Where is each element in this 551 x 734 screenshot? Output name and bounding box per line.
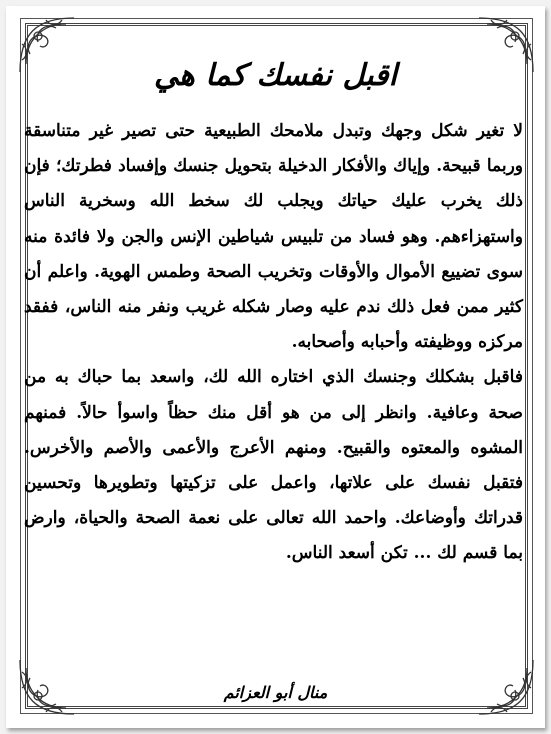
paragraph-2: فاقبل بشكلك وجنسك الذي اختاره الله لك، واسعد بما حباك به من صحة وعافية. وانظر إلى من هو أقل منك حظاً واسوأ حالاً. فمنهم المشوه والمعتوه والقبيح. ومنهم الأعرج والأعمى والأصم والأخرس. فتقبل نفسك على علاتها، واعمل على تزكيتها وتطويرها وتحسين قدراتك وأوضاعك. واحمد الله تعالى على نعمة الصحة والحياة، وارض بما قسم لك ... تكن أسعد الناس. — [24, 367, 523, 564]
author-signature: منال أبو العزائم — [223, 683, 328, 702]
paragraph-1: لا تغير شكل وجهك وتبدل ملامحك الطبيعية حتى تصير غير متناسقة وربما قبيحة. وإياك والأفكار الدخيلة بتحويل جنسك وإفساد فطرتك؛ فإن ذلك يخرب عليك حياتك ويجلب لك سخط الله وسخرية الناس واستهزاءهم. وهو فساد من تلبيس شياطين الإنس والجن ولا فائدة منه سوى تضييع الأموال والأوقات وتخريب الصحة وطمس الهوية. واعلم أن كثير ممن فعل ذلك ندم عليه وصار شكله غريب ونفر منه الناس، ففقد مركزه ووظيفته وأحبابه وأصحابه. — [24, 121, 523, 353]
document-page — [6, 6, 545, 728]
page-title: اقبل نفسك كما هي — [154, 58, 397, 93]
body-text — [24, 114, 523, 572]
